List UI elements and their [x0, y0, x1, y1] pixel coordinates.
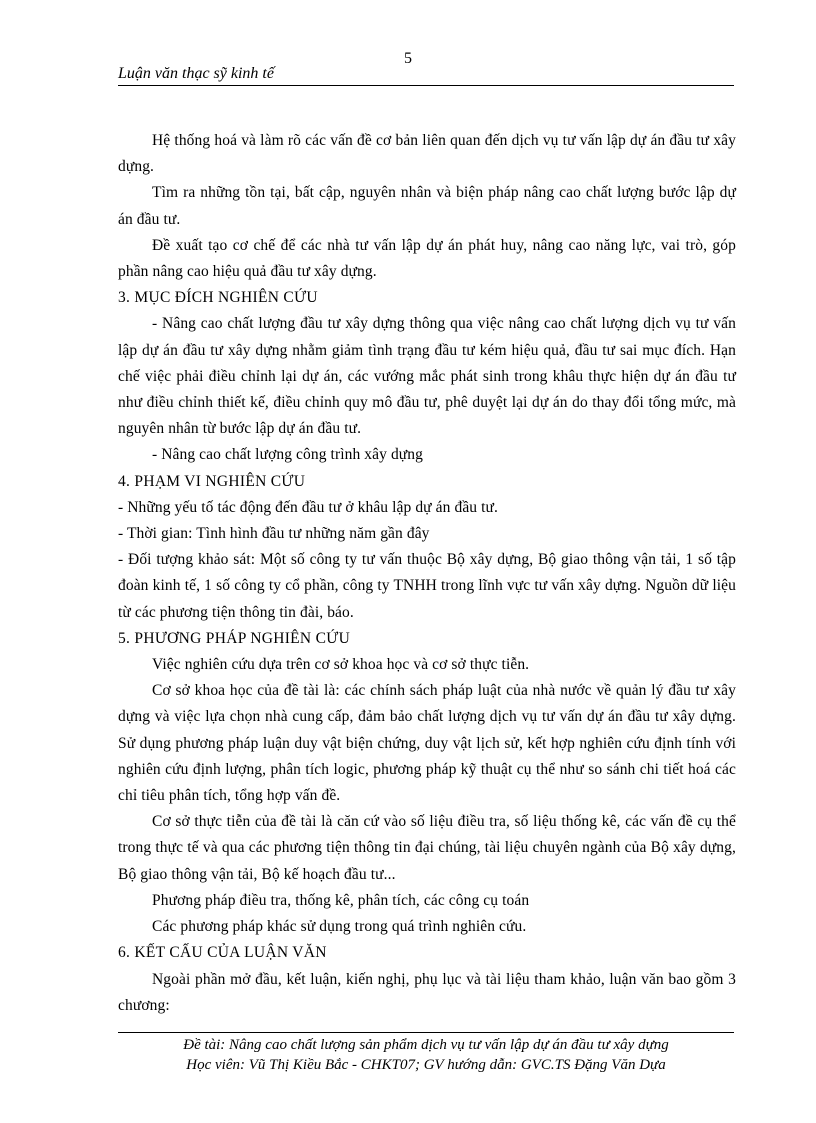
scope-item-2: - Thời gian: Tình hình đầu tư những năm gần đây — [118, 525, 430, 543]
section-heading-3: 3. MỤC ĐÍCH NGHIÊN CỨU — [118, 289, 318, 307]
section-heading-4: 4. PHẠM VI NGHIÊN CỨU — [118, 472, 306, 490]
footer-author-line: Học viên: Vũ Thị Kiều Bắc - CHKT07; GV hướng dẫn: GVC.TS Đặng Văn Dựa — [186, 1057, 666, 1073]
method-paragraph-5: Các phương pháp khác sử dụng trong quá trình nghiên cứu. — [152, 918, 527, 936]
objective-paragraph-1: Hệ thống hoá và làm rõ các vấn đề cơ bản liên quan đến dịch vụ tư vấn lập dự án đầu tư xây dựng. — [118, 132, 736, 176]
scope-item-1: - Những yếu tố tác động đến đầu tư ở khâu lập dự án đầu tư. — [118, 498, 499, 516]
structure-paragraph: Ngoài phần mở đầu, kết luận, kiến nghị, phụ lục và tài liệu tham khảo, luận văn bao gồm 3 chương: — [118, 970, 736, 1014]
scope-item-3: - Đối tượng khảo sát: Một số công ty tư vấn thuộc Bộ xây dựng, Bộ giao thông vận tải, 1 số tập đoàn kinh tế, 1 số công ty cổ phần, công ty TNHH trong lĩnh vực tư vấn xây dựng. Nguồn dữ liệu từ các phương tiện thông tin đài, báo. — [118, 551, 736, 621]
method-paragraph-4: Phương pháp điều tra, thống kê, phân tích, các công cụ toán — [152, 891, 530, 909]
running-header: Luận văn thạc sỹ kinh tế — [118, 64, 734, 86]
section-heading-6: 6. KẾT CẤU CỦA LUẬN VĂN — [118, 944, 327, 962]
footer-divider — [118, 1032, 734, 1033]
method-paragraph-1: Việc nghiên cứu dựa trên cơ sở khoa học và cơ sở thực tiễn. — [152, 656, 530, 674]
objective-paragraph-3: Đề xuất tạo cơ chế để các nhà tư vấn lập dự án phát huy, nâng cao năng lực, vai trò, góp phần nâng cao hiệu quả đầu tư xây dựng. — [118, 236, 736, 281]
section-heading-5: 5. PHƯƠNG PHÁP NGHIÊN CỨU — [118, 629, 351, 647]
purpose-paragraph-2: - Nâng cao chất lượng công trình xây dựng — [152, 446, 423, 464]
document-body — [118, 128, 736, 1019]
page-footer — [118, 1035, 734, 1075]
objective-paragraph-2: Tìm ra những tồn tại, bất cập, nguyên nhân và biện pháp nâng cao chất lượng bước lập dự án đầu tư. — [118, 184, 736, 228]
page-number: 5 — [404, 50, 412, 67]
footer-thesis-title: Đề tài: Nâng cao chất lượng sản phẩm dịch vụ tư vấn lập dự án đầu tư xây dựng — [183, 1037, 669, 1053]
method-paragraph-2: Cơ sở khoa học của đề tài là: các chính sách pháp luật của nhà nước về quản lý đầu tư xây dựng và việc lựa chọn nhà cung cấp, đảm bảo chất lượng dịch vụ tư vấn dự án đầu tư xây dựng. Sử dụng phương pháp luận duy vật biện chứng, duy vật lịch sử, kết hợp nghiên cứu định tính với nghiên cứu định lượng, phân tích logic, phương pháp kỹ thuật cụ thể như so sánh chi tiết hoá các chỉ tiêu phân tích, tổng hợp vấn đề. — [118, 682, 736, 805]
purpose-paragraph-1: - Nâng cao chất lượng đầu tư xây dựng thông qua việc nâng cao chất lượng dịch vụ tư vấn lập dự án đầu tư xây dựng nhằm giảm tình trạng đầu tư kém hiệu quả, đầu tư sai mục đích. Hạn chế việc phải điều chỉnh lại dự án, các vướng mắc phát sinh trong khâu thực hiện dự án đầu tư như điều chỉnh thiết kế, điều chỉnh quy mô đầu tư, phê duyệt lại dự án do thay đổi tổng mức, mà nguyên nhân từ bước lập dự án đầu tư. — [118, 315, 736, 438]
method-paragraph-3: Cơ sở thực tiễn của đề tài là căn cứ vào số liệu điều tra, số liệu thống kê, các vấn đề cụ thể trong thực tế và qua các phương tiện thông tin đại chúng, tài liệu chuyên ngành của Bộ xây dựng, Bộ giao thông vận tải, Bộ kế hoạch đầu tư... — [118, 813, 736, 883]
